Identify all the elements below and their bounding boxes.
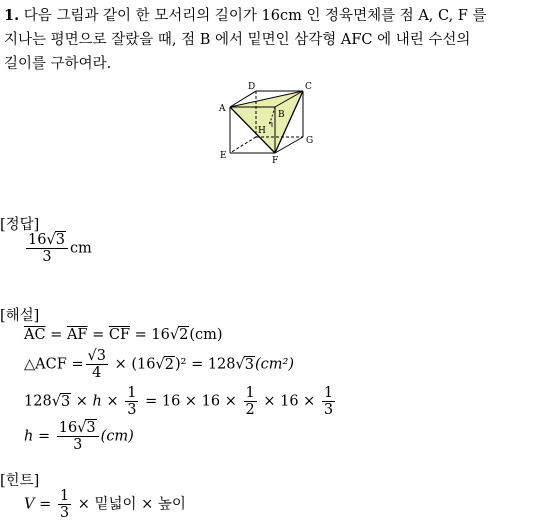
solution-heading: [해설]: [0, 308, 40, 324]
solution-line-3: 128√3 × h × $\frac{1}{3}$ = 16 × 16 × $\frac{1}{2}$ × 16 × $\frac{1}{3}$: [24, 385, 334, 418]
answer-expression: [24, 232, 92, 265]
label-c: C: [305, 82, 312, 92]
answer-unit: cm: [69, 240, 92, 257]
label-d: D: [248, 82, 256, 92]
label-a: A: [219, 104, 226, 114]
solution-line-1: $\overline{AC} = \overline{AF} = \overline{CF} = 16√2(cm)$: [24, 327, 223, 343]
problem-line-1: [4, 4, 486, 25]
hint-formula: V = $\frac{1}{3}$ × 밑넓이 × 높이: [24, 488, 186, 521]
problem-number: 1.: [4, 7, 20, 24]
label-f: F: [272, 156, 279, 166]
problem-text-1: 다음 그림과 같이 한 모서리의 길이가 16cm 인 정육면체를 점 A, C, F 를: [23, 8, 487, 24]
label-g: G: [306, 136, 314, 146]
label-h: H: [258, 126, 266, 136]
answer-heading: [정답]: [0, 217, 40, 233]
problem-line-3: 길이를 구하여라.: [4, 56, 112, 72]
label-e: E: [220, 151, 227, 161]
solution-line-2: △ACF = $\frac{√3}{4}$ × (16√2)² = 128√3(cm²): [24, 348, 294, 381]
label-b: B: [278, 110, 285, 120]
solution-line-4: h = $\frac{16√3}{3}$ (cm): [24, 420, 134, 453]
hint-heading: [힌트]: [0, 473, 40, 489]
problem-line-2: 지나는 평면으로 잘랐을 때, 점 B 에서 밑면인 삼각형 AFC 에 내린 수선의: [4, 32, 471, 48]
answer-fraction: $\frac{16√3}{3}$: [26, 232, 68, 265]
cube-figure: [214, 78, 322, 168]
